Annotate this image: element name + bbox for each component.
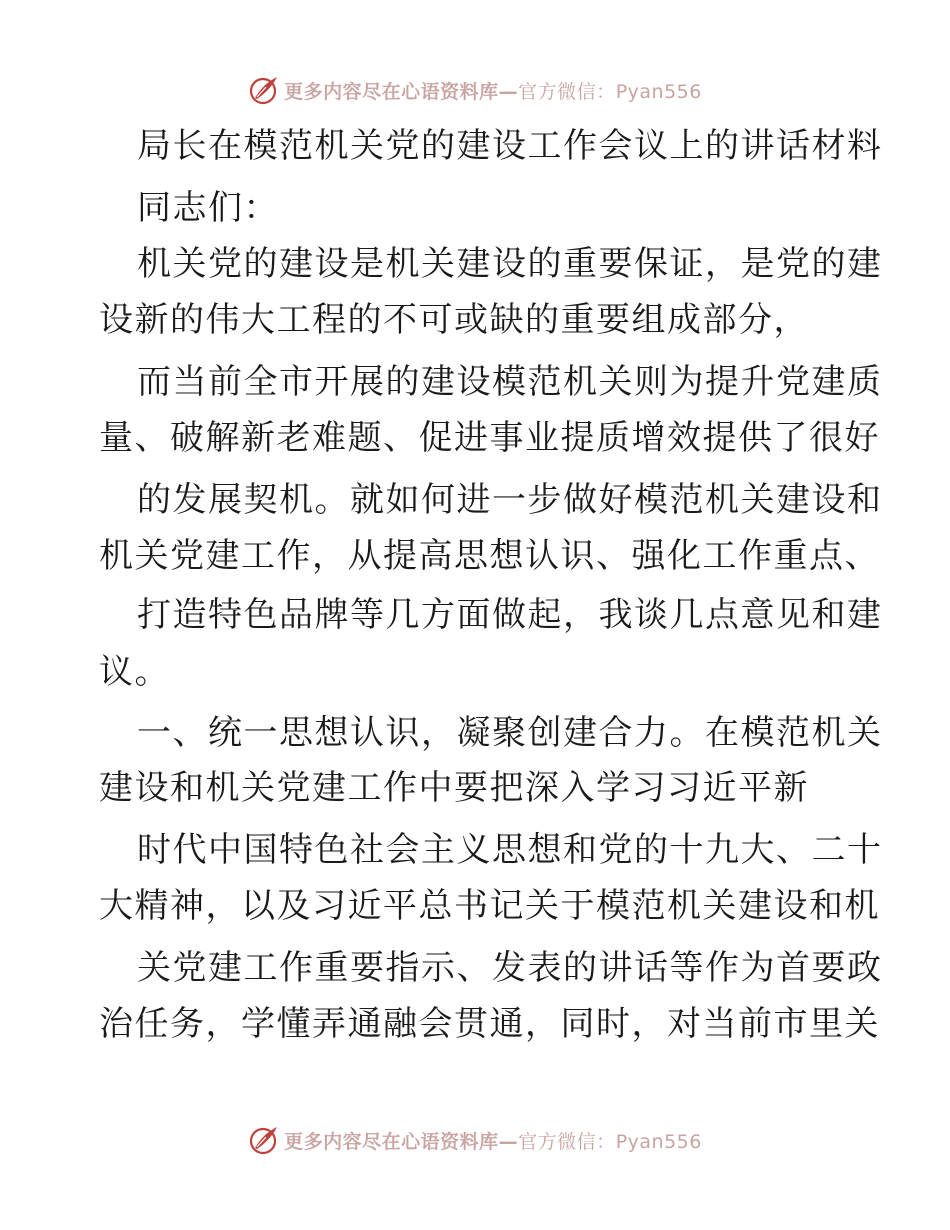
watermark-dash: — [498,80,519,103]
body-line: 机关党的建设是机关建设的重要保证，是党的建 [137,244,883,284]
quill-logo-icon [248,1124,280,1156]
watermark-wechat-id: Pyan556 [615,80,702,103]
salutation: 同志们： [137,188,279,228]
body-line: 的发展契机。就如何进一步做好模范机关建设和 [137,480,883,520]
watermark-site-text: 更多内容尽在心语资料库 [284,80,499,103]
body-line: 而当前全市开展的建设模范机关则为提升党建质 [137,362,883,402]
watermark-wechat-id: Pyan556 [615,1130,702,1153]
body-line: 建设和机关党建工作中要把深入学习习近平新 [99,768,809,808]
body-line: 时代中国特色社会主义思想和党的十九大、二十 [137,830,883,870]
body-line: 关党建工作重要指示、发表的讲话等作为首要政 [137,948,883,988]
watermark-dash: — [498,1130,519,1153]
body-line: 设新的伟大工程的不可或缺的重要组成部分， [99,300,809,340]
body-line: 议。 [99,652,170,692]
body-line: 大精神，以及习近平总书记关于模范机关建设和机 [99,886,880,926]
watermark-banner-bottom [0,1120,950,1160]
body-line: 机关党建工作，从提高思想认识、强化工作重点、 [99,536,880,576]
watermark-text [284,1127,702,1154]
watermark-site-text: 更多内容尽在心语资料库 [284,1130,499,1153]
body-line: 量、破解新老难题、促进事业提质增效提供了很好 [99,418,880,458]
section-heading-line: 一、统一思想认识，凝聚创建合力。在模范机关 [137,713,883,753]
watermark-wechat-label: 官方微信： [518,80,616,103]
body-line: 治任务，学懂弄通融会贯通，同时，对当前市里关 [99,1004,880,1044]
watermark-wechat-label: 官方微信： [518,1130,616,1153]
document-title: 局长在模范机关党的建设工作会议上的讲话材料 [137,126,883,166]
body-line: 打造特色品牌等几方面做起，我谈几点意见和建 [137,595,883,635]
